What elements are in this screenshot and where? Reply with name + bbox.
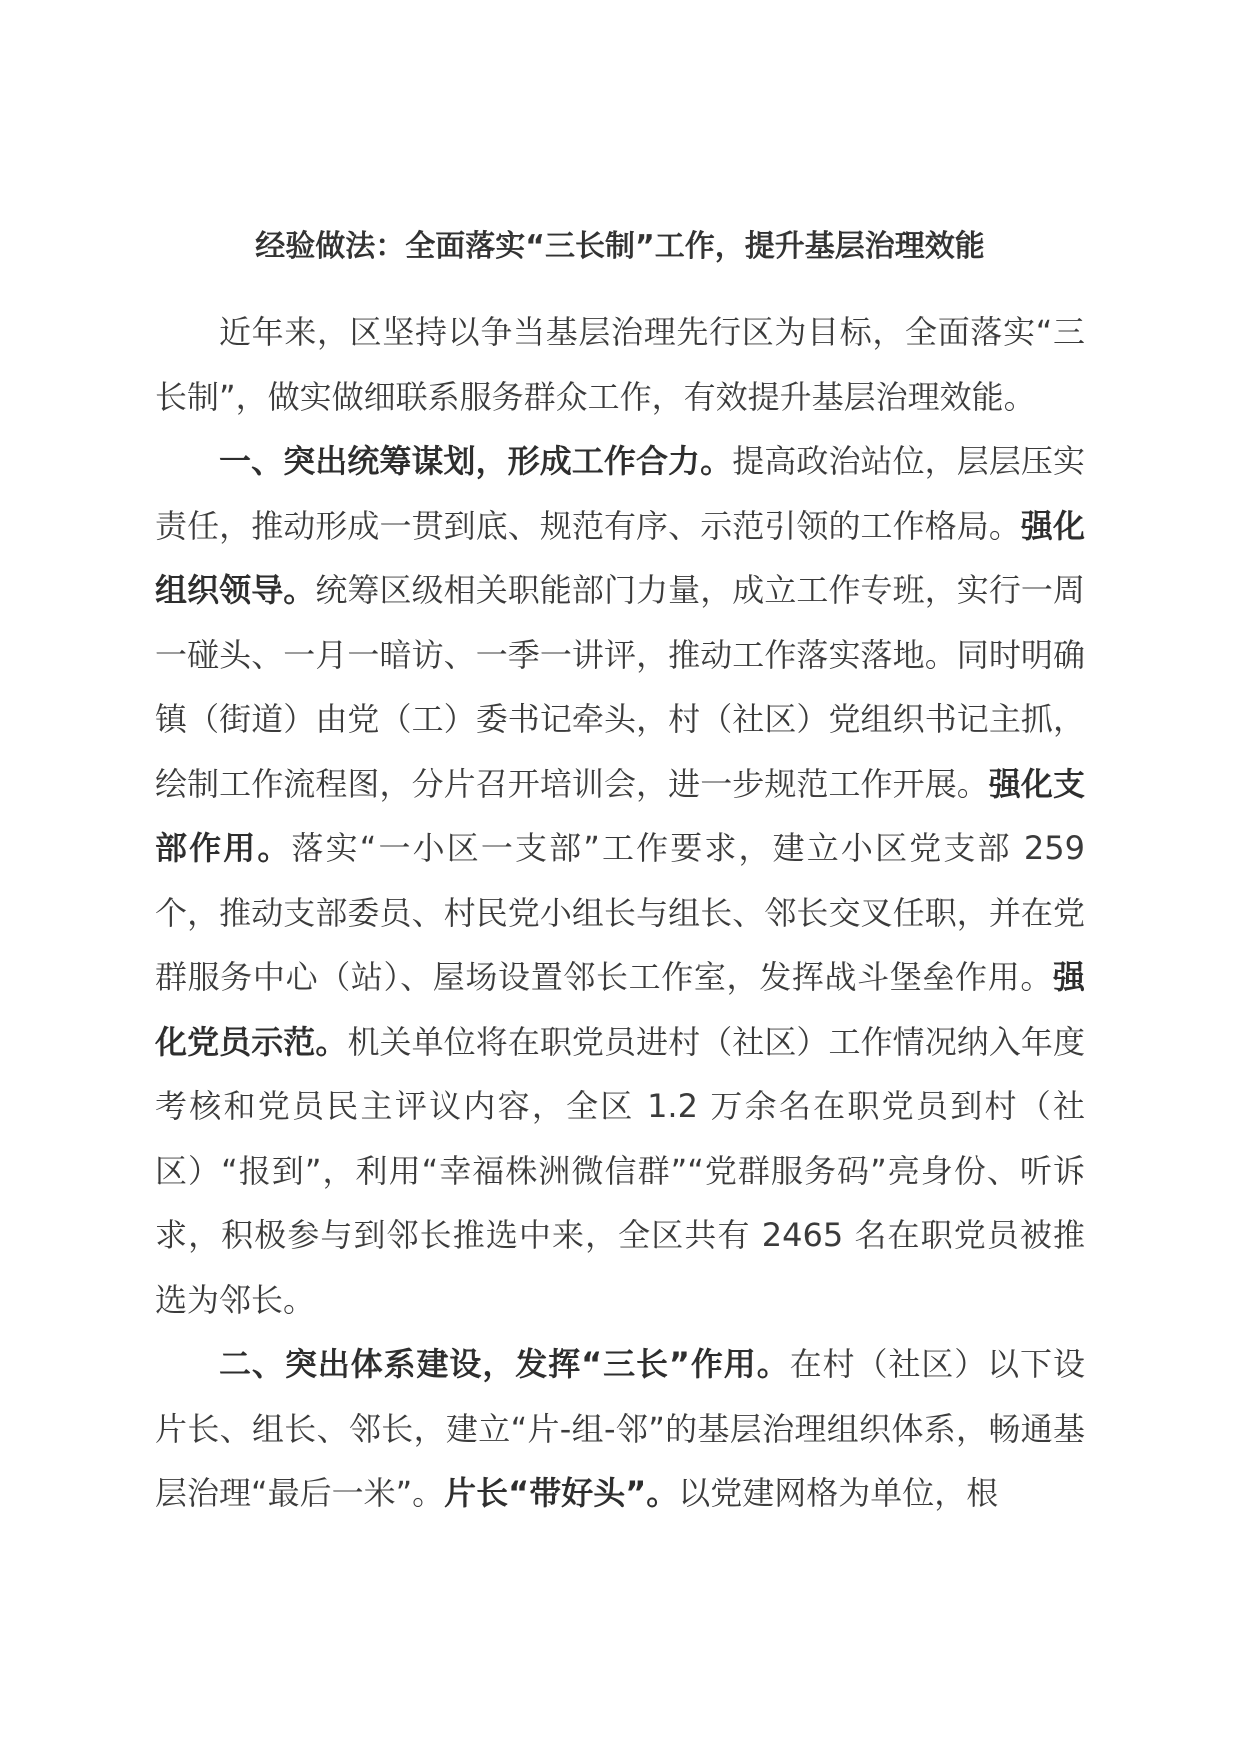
section-2-text: 在村（社区）以下设片长、组长、邻长，建立“片-组-邻”的基层治理组织体系，畅通基层治理“最后一米”。	[155, 1345, 1085, 1512]
section-1-sub-2-heading: 强化支部作用。	[155, 764, 1085, 867]
section-2-heading: 二、突出体系建设，发挥“三长”作用。	[219, 1345, 790, 1383]
section-1-paragraph	[155, 429, 1085, 1332]
section-1-text: 提高政治站位，层层压实责任，推动形成一贯到底、规范有序、示范引领的工作格局。	[155, 442, 1085, 545]
document-title: 经验做法：全面落实“三长制”工作，提升基层治理效能	[255, 229, 985, 264]
section-2-sub-1-text: 以党建网格为单位，根	[678, 1474, 999, 1512]
document-body	[155, 300, 1085, 1526]
section-1-sub-3-text: 机关单位将在职党员进村（社区）工作情况纳入年度考核和党员民主评议内容，全区 1.2 万余名在职党员到村（社区）“报到”，利用“幸福株洲微信群”“党群服务码”亮身份、听诉求，积极参与到邻长推选中来，全区共有 2465 名在职党员被推选为邻长。	[155, 1022, 1085, 1319]
section-1-heading: 一、突出统筹谋划，形成工作合力。	[219, 442, 733, 480]
section-1-sub-2-text: 落实“一小区一支部”工作要求，建立小区党支部 259 个，推动支部委员、村民党小组长与组长、邻长交叉任职，并在党群服务中心（站）、屋场设置邻长工作室，发挥战斗堡垒作用。	[155, 829, 1085, 996]
section-1-sub-1-heading: 强化组织领导。	[155, 506, 1085, 609]
section-2-paragraph	[155, 1332, 1085, 1526]
intro-paragraph: 近年来，区坚持以争当基层治理先行区为目标，全面落实“三长制”，做实做细联系服务群众工作，有效提升基层治理效能。	[155, 313, 1085, 416]
section-1-sub-1-text: 统筹区级相关职能部门力量，成立工作专班，实行一周一碰头、一月一暗访、一季一讲评，推动工作落实落地。同时明确镇（街道）由党（工）委书记牵头，村（社区）党组织书记主抓，绘制工作流程图，分片召开培训会，进一步规范工作开展。	[155, 571, 1085, 803]
section-1-sub-3-heading: 强化党员示范。	[155, 958, 1085, 1061]
section-2-sub-1-heading: 片长“带好头”。	[444, 1474, 679, 1512]
